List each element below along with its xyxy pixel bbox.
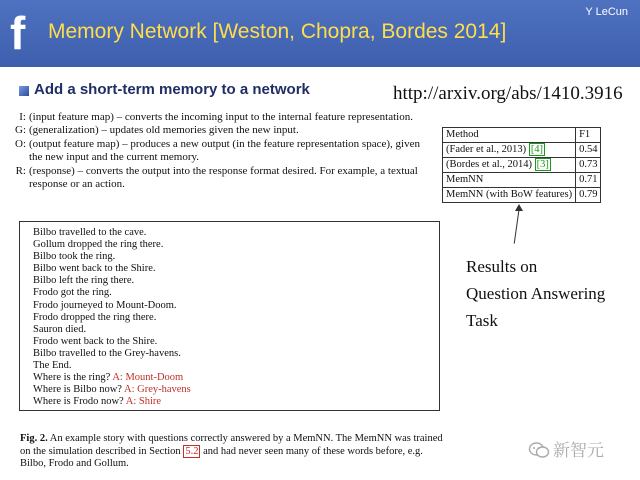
figure-caption: Fig. 2. An example story with questions correctly answered by a MemNN. The MemNN was trained on the simulation described in Section 5.2 and had never seen many of these words before, e.g. Bilbo, Frodo and Gollum. (20, 433, 443, 469)
story-answer: A: Grey-havens (123, 384, 191, 396)
story-line: Frodo dropped the ring there. (33, 311, 157, 323)
slide-subtitle: Add a short-term memory to a network (34, 81, 310, 98)
story-line: Sauron died. (33, 323, 87, 335)
results-table (442, 127, 601, 203)
table-header-row (443, 128, 601, 143)
story-question: Where is the ring? A: Mount-Doom (33, 372, 184, 384)
story-line: Frodo went back to the Shire. (33, 335, 158, 347)
story-line: Frodo got the ring. (33, 287, 112, 299)
story-line: The End. (33, 360, 72, 372)
arxiv-link[interactable]: http://arxiv.org/abs/1410.3916 (393, 83, 623, 104)
story-line: Bilbo went back to the Shire. (33, 263, 156, 275)
citation-link[interactable]: [4] (530, 144, 544, 155)
table-header-f1: F1 (576, 128, 601, 143)
table-row: MemNN 0.71 (443, 173, 601, 188)
slide-header (0, 0, 640, 67)
story-line: Bilbo took the ring. (33, 251, 116, 263)
table-row: (Fader et al., 2013) [4] 0.54 (443, 143, 601, 158)
story-line: Bilbo travelled to the Grey-havens. (33, 347, 181, 359)
definition-o: O: (output feature map) – produces a new output (in the feature representation space), given the new input and the current memory. (15, 137, 420, 164)
table-row: MemNN (with BoW features) 0.79 (443, 188, 601, 203)
table-header-method: Method (443, 128, 576, 143)
story-answer: A: Shire (125, 396, 162, 408)
story-line: Gollum dropped the ring there. (33, 239, 164, 251)
story-line: Bilbo left the ring there. (33, 275, 135, 287)
story-question: Where is Bilbo now? A: Grey-havens (33, 384, 191, 396)
slide-title: Memory Network [Weston, Chopra, Bordes 2014] (48, 20, 507, 43)
table-row: (Bordes et al., 2014) [3] 0.73 (443, 158, 601, 173)
citation-link[interactable]: [3] (536, 159, 549, 170)
wechat-watermark: 新智元 (528, 436, 604, 461)
bullet-square-icon (19, 86, 29, 96)
story-answer: A: Mount-Doom (112, 372, 184, 384)
definition-i: I: (input feature map) – converts the incoming input to the internal feature representation. (19, 111, 413, 123)
arrow-line (514, 206, 520, 244)
story-box (19, 221, 440, 411)
facebook-logo-icon: f (10, 7, 26, 59)
wechat-icon (528, 441, 550, 459)
story-line: Frodo journeyed to Mount-Doom. (33, 299, 177, 311)
story-line: Bilbo travelled to the cave. (33, 227, 147, 238)
definition-r: R: (response) – converts the output into the response format desired. For example, a textual response or an action. (15, 164, 418, 191)
author-label: Y LeCun (585, 6, 628, 18)
results-note: Results on Question Answering Task (466, 257, 606, 330)
section-ref-link[interactable]: 5.2 (185, 445, 199, 457)
definition-g: G: (generalization) – updates old memories given the new input. (15, 124, 299, 137)
story-question: Where is Frodo now? A: Shire (33, 396, 162, 408)
component-definitions (6, 111, 431, 191)
